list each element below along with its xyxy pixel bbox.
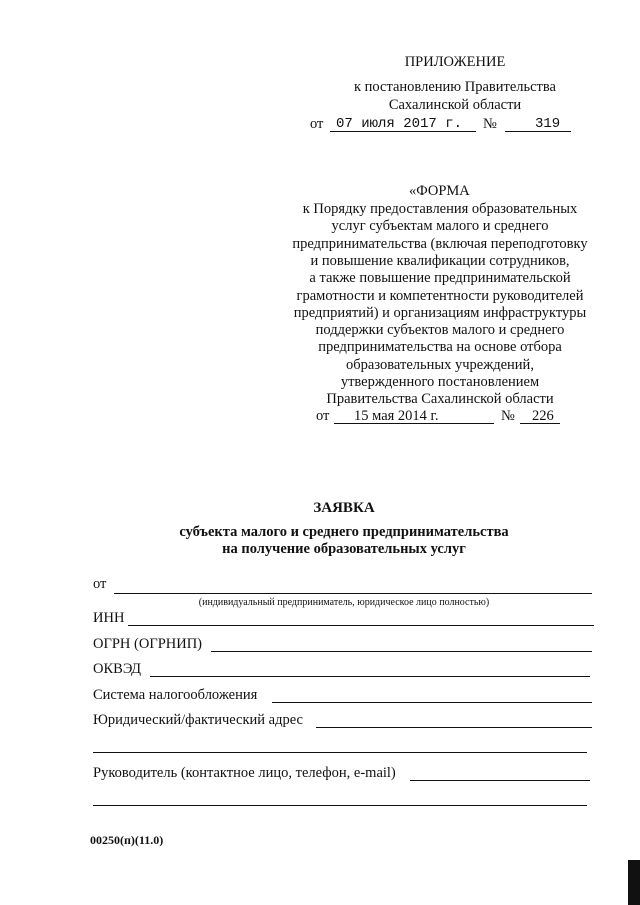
application-title: ЗАЯВКА bbox=[313, 500, 375, 516]
address-continuation-line[interactable] bbox=[93, 752, 587, 753]
form-heading: «ФОРМА bbox=[409, 183, 470, 199]
application-subtitle-2: на получение образовательных услуг bbox=[222, 541, 466, 557]
form-reference-line: утвержденного постановлением bbox=[340, 374, 540, 390]
okved-label: ОКВЭД bbox=[93, 661, 142, 677]
okved-field-line[interactable] bbox=[150, 676, 590, 677]
application-subtitle-1: субъекта малого и среднего предпринимательства bbox=[179, 524, 509, 540]
form-date: 15 мая 2014 г. bbox=[354, 408, 439, 424]
inn-field-line[interactable] bbox=[128, 625, 594, 626]
scan-edge-mark bbox=[628, 860, 640, 905]
head-field-line[interactable] bbox=[410, 780, 590, 781]
address-field-line[interactable] bbox=[316, 727, 592, 728]
inn-label: ИНН bbox=[93, 610, 125, 626]
form-code: 00250(п)(11.0) bbox=[90, 833, 164, 847]
form-number: 226 bbox=[532, 408, 554, 424]
address-label: Юридический/фактический адрес bbox=[93, 712, 303, 728]
appendix-line-1: к постановлению Правительства bbox=[354, 79, 556, 95]
tax-system-label: Система налогообложения bbox=[93, 687, 258, 703]
ogrn-label: ОГРН (ОГРНИП) bbox=[93, 636, 203, 652]
ogrn-field-line[interactable] bbox=[211, 651, 592, 652]
head-label: Руководитель (контактное лицо, телефон, e-mail) bbox=[93, 765, 396, 781]
form-from-label: от bbox=[316, 408, 330, 424]
form-reference-line: услуг субъектам малого и среднего bbox=[331, 218, 549, 235]
appendix-date: 07 июля 2017 г. bbox=[336, 116, 463, 132]
form-reference-line: грамотности и компетентности руководителей bbox=[296, 287, 584, 304]
appendix-heading: ПРИЛОЖЕНИЕ bbox=[404, 54, 506, 70]
from-field-line[interactable] bbox=[114, 593, 592, 594]
appendix-from-label: от bbox=[310, 116, 324, 132]
appendix-line-2: Сахалинской области bbox=[388, 97, 522, 113]
tax-system-field-line[interactable] bbox=[272, 702, 592, 703]
form-reference-line: образовательных учреждений, bbox=[346, 356, 534, 373]
form-reference-line: к Порядку предоставления образовательных bbox=[302, 201, 578, 217]
form-reference-line: предпринимательства на основе отбора bbox=[318, 339, 562, 356]
form-number-label: № bbox=[501, 408, 515, 424]
form-reference-line: а также повышение предпринимательской bbox=[309, 270, 571, 287]
head-continuation-line[interactable] bbox=[93, 805, 587, 806]
from-hint: (индивидуальный предприниматель, юридическое лицо полностью) bbox=[198, 597, 490, 608]
appendix-number: 319 bbox=[535, 116, 561, 132]
form-reference-line: предприятий) и организациям инфраструктуры bbox=[293, 304, 587, 321]
form-reference-line: Правительства Сахалинской области bbox=[326, 391, 554, 408]
appendix-number-label: № bbox=[483, 116, 497, 132]
form-reference-line: и повышение квалификации сотрудников, bbox=[310, 252, 570, 269]
form-reference-line: поддержки субъектов малого и среднего bbox=[315, 322, 565, 339]
from-label: от bbox=[93, 576, 107, 592]
form-reference-line: предпринимательства (включая переподготовку bbox=[292, 235, 588, 252]
